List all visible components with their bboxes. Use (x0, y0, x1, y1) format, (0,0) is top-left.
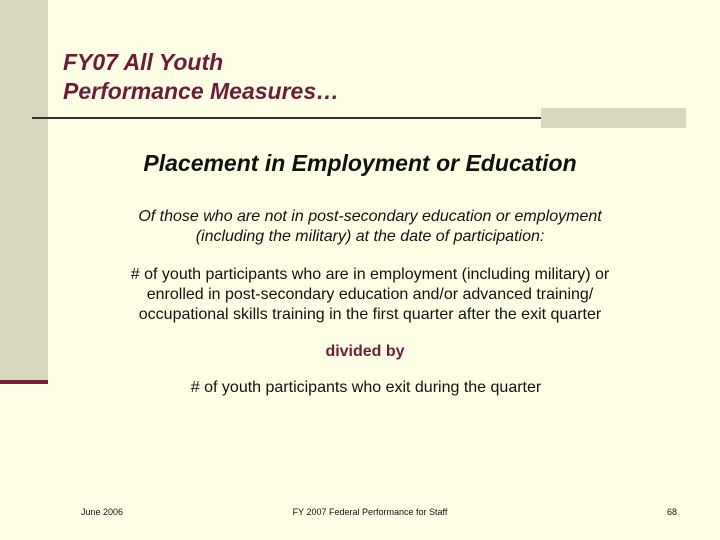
measure-denominator: # of youth participants who exit during the quarter (190, 379, 542, 396)
measure-numerator-line-1: # of youth participants who are in employment (including military) or (130, 266, 610, 283)
title-accent-block (541, 108, 686, 128)
slide-title (63, 48, 523, 106)
measure-numerator (40, 265, 700, 325)
measure-intro (40, 207, 700, 247)
footer-title: FY 2007 Federal Performance for Staff (292, 507, 448, 517)
measure-intro-line-2: (including the military) at the date of participation: (195, 228, 545, 245)
measure-intro-line-1: Of those who are not in post-secondary education or employment (138, 208, 602, 225)
footer-date: June 2006 (81, 507, 124, 517)
footer-page-number: 68 (666, 507, 677, 517)
measure-numerator-line-3: occupational skills training in the first quarter after the exit quarter (138, 306, 602, 323)
slide-title-line-1: FY07 All Youth (63, 49, 224, 75)
title-divider (32, 117, 542, 119)
measure-heading: Placement in Employment or Education (143, 150, 577, 176)
divided-by-label: divided by (325, 343, 405, 360)
slide-title-line-2: Performance Measures… (63, 78, 340, 104)
measure-numerator-line-2: enrolled in post-secondary education and/or advanced training/ (146, 286, 594, 303)
